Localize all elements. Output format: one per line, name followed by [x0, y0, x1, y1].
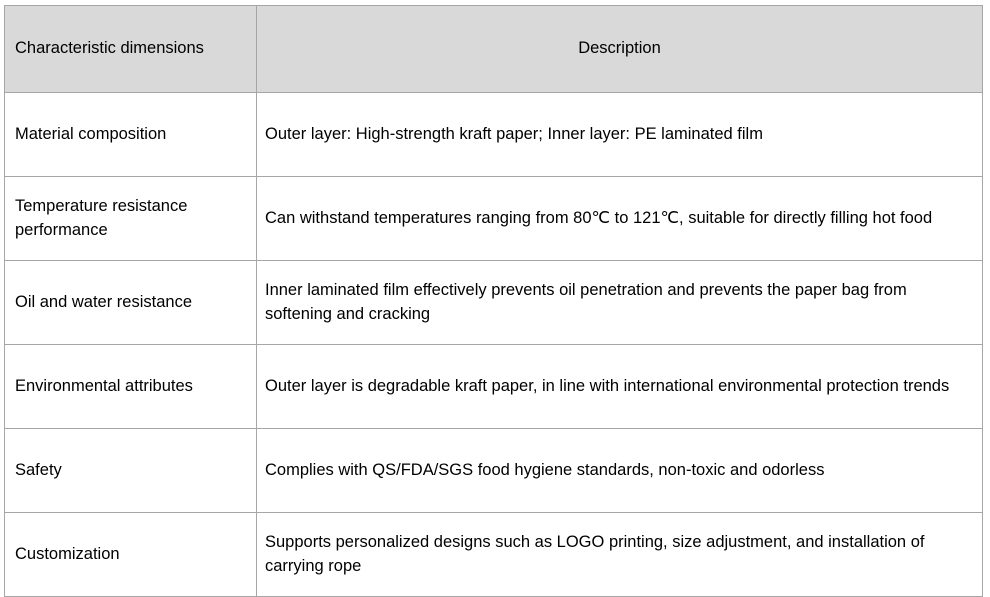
cell-description: Can withstand temperatures ranging from 80℃ to 121℃, suitable for directly filling hot food: [257, 177, 983, 261]
cell-dimension: Temperature resistance performance: [5, 177, 257, 261]
cell-dimension: Material composition: [5, 93, 257, 177]
cell-dimension: Oil and water resistance: [5, 261, 257, 345]
table-row: [5, 93, 983, 177]
column-header-characteristic-dimensions: Characteristic dimensions: [5, 6, 257, 93]
table-body: [5, 93, 983, 597]
cell-description: Inner laminated film effectively prevents oil penetration and prevents the paper bag from softening and cracking: [257, 261, 983, 345]
cell-description: Complies with QS/FDA/SGS food hygiene standards, non-toxic and odorless: [257, 429, 983, 513]
table-header: [5, 6, 983, 93]
cell-dimension: Environmental attributes: [5, 345, 257, 429]
cell-dimension: Safety: [5, 429, 257, 513]
table-row: [5, 177, 983, 261]
cell-description: Outer layer is degradable kraft paper, in line with international environmental protection trends: [257, 345, 983, 429]
cell-dimension: Customization: [5, 513, 257, 597]
table-row: [5, 429, 983, 513]
table-row: [5, 261, 983, 345]
table-header-row: [5, 6, 983, 93]
cell-description: Supports personalized designs such as LOGO printing, size adjustment, and installation of carrying rope: [257, 513, 983, 597]
column-header-description: Description: [257, 6, 983, 93]
cell-description: Outer layer: High-strength kraft paper; Inner layer: PE laminated film: [257, 93, 983, 177]
specification-table: [4, 5, 983, 597]
table-row: [5, 513, 983, 597]
table-row: [5, 345, 983, 429]
